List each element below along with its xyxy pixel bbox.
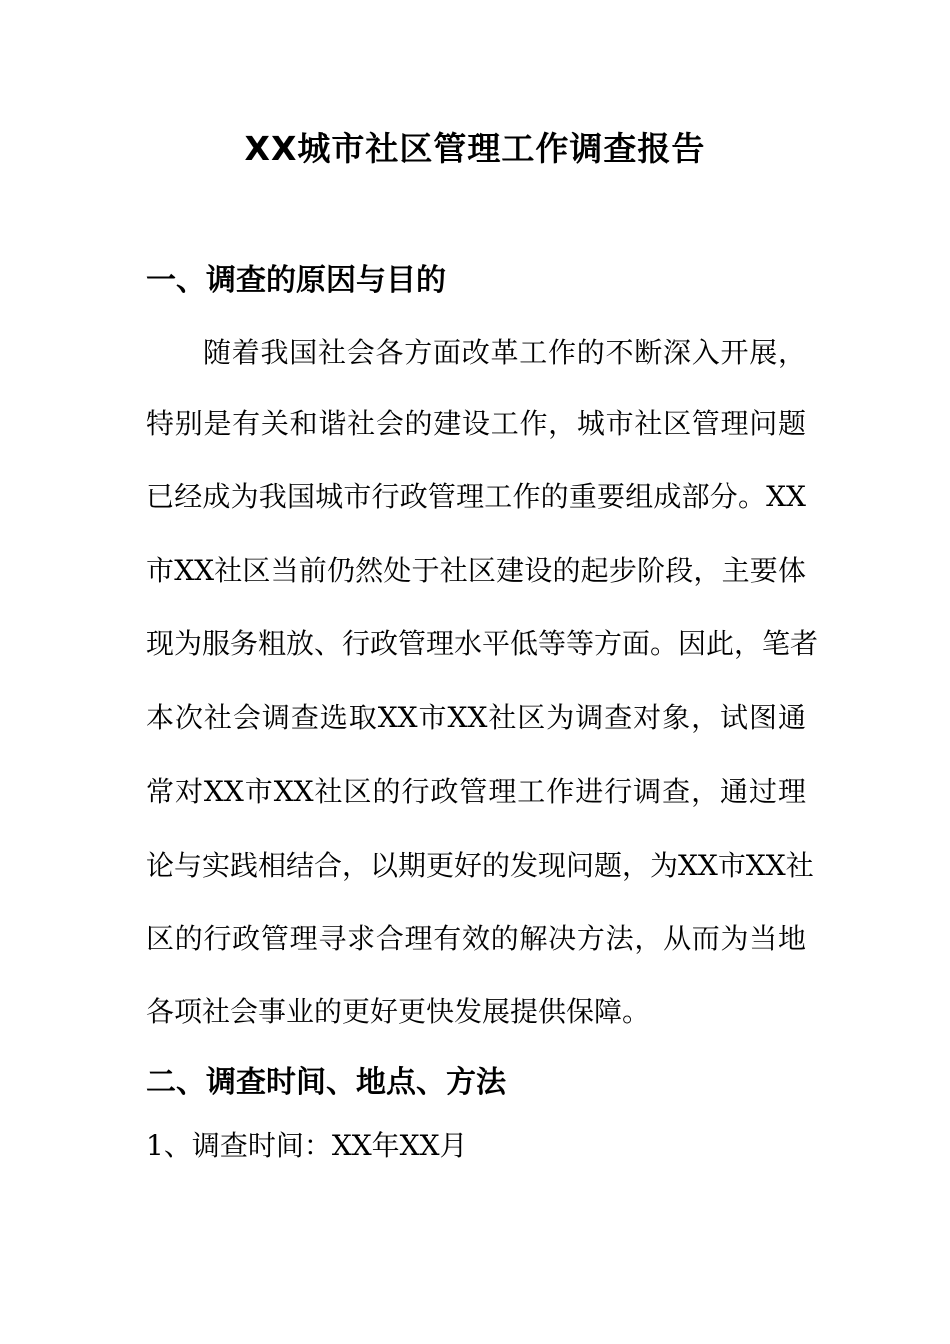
document-title: XX城市社区管理工作调查报告 bbox=[244, 129, 706, 168]
paragraph-line: 各项社会事业的更好更快发展提供保障。 bbox=[146, 995, 651, 1028]
paragraph-line: 已经成为我国城市行政管理工作的重要组成部分。XX bbox=[146, 480, 806, 513]
paragraph-line: 常对XX市XX社区的行政管理工作进行调查，通过理 bbox=[146, 775, 806, 808]
paragraph-line: 特别是有关和谐社会的建设工作，城市社区管理问题 bbox=[146, 407, 806, 440]
paragraph-line: 随着我国社会各方面改革工作的不断深入开展， bbox=[203, 336, 806, 369]
section-heading-time-place-method: 二、调查时间、地点、方法 bbox=[146, 1065, 506, 1100]
paragraph-line: 现为服务粗放、行政管理水平低等等方面。因此，笔者 bbox=[146, 627, 819, 660]
list-item-survey-time: 1、调查时间：XX年XX月 bbox=[146, 1129, 468, 1162]
paragraph-line: 本次社会调查选取XX市XX社区为调查对象，试图通 bbox=[146, 701, 806, 734]
paragraph-line: 市XX社区当前仍然处于社区建设的起步阶段，主要体 bbox=[146, 554, 806, 587]
section-heading-reasons-purpose: 一、调查的原因与目的 bbox=[146, 263, 446, 298]
paragraph-line: 区的行政管理寻求合理有效的解决方法，从而为当地 bbox=[146, 922, 806, 955]
paragraph-line: 论与实践相结合，以期更好的发现问题，为XX市XX社 bbox=[146, 849, 814, 882]
